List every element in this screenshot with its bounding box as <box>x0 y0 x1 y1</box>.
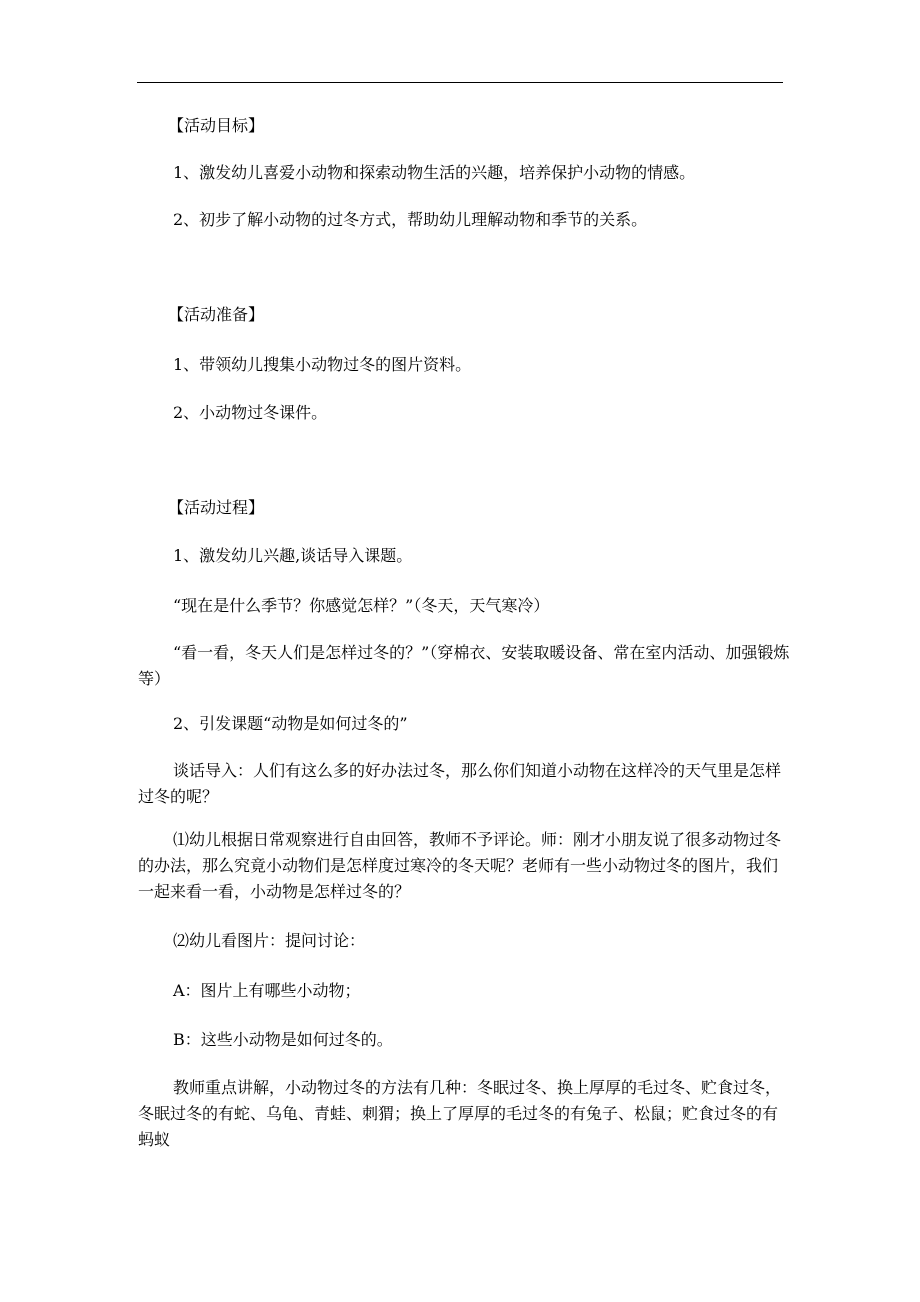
process-quote-2: “看一看，冬天人们是怎样过冬的？”（穿棉衣、安装取暖设备、常在室内活动、加强锻炼等） <box>138 643 790 688</box>
process-sub-2: ⑵幼儿看图片：提问讨论： <box>173 931 366 950</box>
process-step-1: 1、激发幼儿兴趣,谈话导入课题。 <box>173 546 413 565</box>
goals-heading: 【活动目标】 <box>168 116 265 135</box>
process-summary: 教师重点讲解，小动物过冬的方法有几种：冬眠过冬、换上厚厚的毛过冬、贮食过冬，冬眠过冬的有蛇、乌龟、青蛙、刺猬；换上了厚厚的毛过冬的有兔子、松鼠；贮食过冬的有蚂蚁 <box>138 1078 782 1149</box>
process-quote-1: “现在是什么季节？你感觉怎样？”（冬天，天气寒冷） <box>173 596 550 615</box>
preparation-item-2: 2、小动物过冬课件。 <box>173 403 328 422</box>
preparation-heading: 【活动准备】 <box>168 305 265 324</box>
process-heading: 【活动过程】 <box>168 498 265 517</box>
preparation-item-1: 1、带领幼儿搜集小动物过冬的图片资料。 <box>173 355 472 374</box>
process-question-a: A：图片上有哪些小动物； <box>173 981 361 1000</box>
process-sub-1: ⑴幼儿根据日常观察进行自由回答，教师不予评论。师：刚才小朋友说了很多动物过冬的办法，那么究竟小动物们是怎样度过寒冷的冬天呢？老师有一些小动物过冬的图片，我们一起来看一看，小动物是怎样过冬的？ <box>138 830 782 901</box>
goal-item-1: 1、激发幼儿喜爱小动物和探索动物生活的兴趣，培养保护小动物的情感。 <box>173 163 696 182</box>
process-question-b: B：这些小动物是如何过冬的。 <box>173 1030 393 1049</box>
process-step-2: 2、引发课题“动物是如何过冬的” <box>173 714 408 733</box>
process-intro: 谈话导入：人们有这么多的好办法过冬，那么你们知道小动物在这样冷的天气里是怎样过冬的呢？ <box>138 761 782 806</box>
goal-item-2: 2、初步了解小动物的过冬方式，帮助幼儿理解动物和季节的关系。 <box>173 210 648 229</box>
header-rule <box>137 82 783 83</box>
